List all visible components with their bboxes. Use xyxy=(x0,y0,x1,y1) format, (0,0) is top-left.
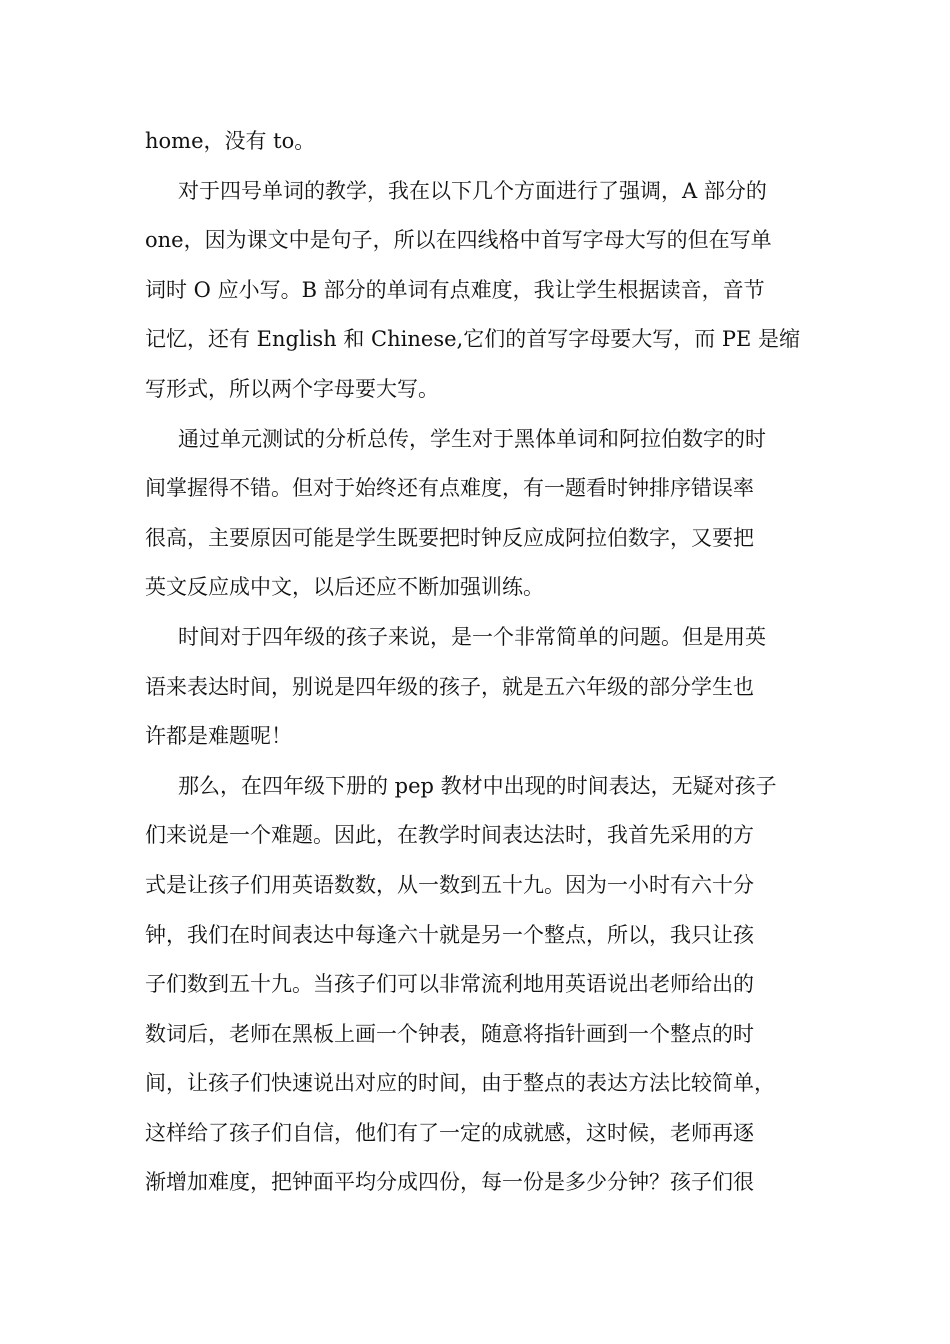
text-line: 许都是难题呢！ xyxy=(145,724,292,749)
text-line: 钟，我们在时间表达中每逢六十就是另一个整点，所以，我只让孩 xyxy=(145,922,754,947)
text-line: 数词后，老师在黑板上画一个钟表，随意将指针画到一个整点的时 xyxy=(145,1021,754,1046)
text-line: 语来表达时间，别说是四年级的孩子，就是五六年级的部分学生也 xyxy=(145,674,754,699)
text-line: 词时 O 应小写。B 部分的单词有点难度，我让学生根据读音，音节 xyxy=(145,277,765,302)
document-body xyxy=(145,117,810,1208)
text-line: 子们数到五十九。当孩子们可以非常流利地用英语说出老师给出的 xyxy=(145,972,754,997)
text-line: 式是让孩子们用英语数数，从一数到五十九。因为一小时有六十分 xyxy=(145,872,754,897)
text-line: 那么，在四年级下册的 pep 教材中出现的时间表达，无疑对孩子 xyxy=(178,773,777,798)
text-line: 记忆，还有 English 和 Chinese,它们的首写字母要大写，而 PE 是缩 xyxy=(145,327,801,352)
text-line: 这样给了孩子们自信，他们有了一定的成就感，这时候，老师再逐 xyxy=(145,1120,754,1145)
text-line: one，因为课文中是句子，所以在四线格中首写字母大写的但在写单 xyxy=(145,228,772,253)
text-line: 英文反应成中文，以后还应不断加强训练。 xyxy=(145,575,544,600)
text-line: 很高，主要原因可能是学生既要把时钟反应成阿拉伯数字，又要把 xyxy=(145,525,754,550)
text-line: 对于四号单词的教学，我在以下几个方面进行了强调，A 部分的 xyxy=(178,178,767,203)
text-line: 渐增加难度，把钟面平均分成四份，每一份是多少分钟？孩子们很 xyxy=(145,1170,754,1195)
text-line: 写形式，所以两个字母要大写。 xyxy=(145,376,439,401)
text-line: home，没有 to。 xyxy=(145,129,316,153)
text-line: 时间对于四年级的孩子来说，是一个非常简单的问题。但是用英 xyxy=(178,624,766,649)
text-line: 间掌握得不错。但对于始终还有点难度，有一题看时钟排序错误率 xyxy=(145,476,754,501)
text-line: 们来说是一个难题。因此，在教学时间表达法时，我首先采用的方 xyxy=(145,823,754,848)
text-line: 通过单元测试的分析总传，学生对于黑体单词和阿拉伯数字的时 xyxy=(178,426,766,451)
text-line: 间，让孩子们快速说出对应的时间，由于整点的表达方法比较简单， xyxy=(145,1071,775,1096)
